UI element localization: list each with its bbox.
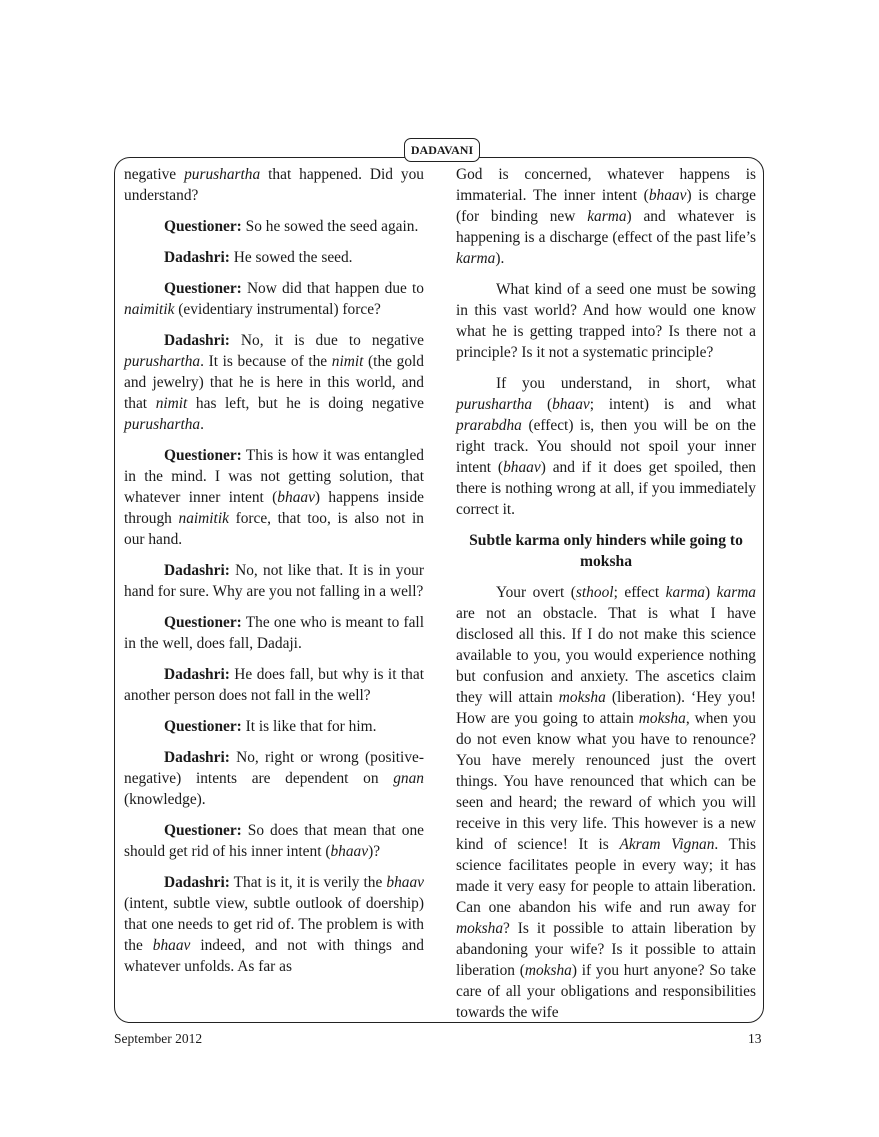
- italic-term: purushartha: [124, 353, 201, 370]
- text-run: (evidentiary instrumental) force?: [174, 301, 381, 318]
- italic-term: purushartha: [184, 166, 261, 183]
- italic-term: karma: [456, 250, 496, 267]
- italic-term: Akram Vignan: [619, 836, 715, 853]
- text-run: So he sowed the seed again.: [241, 218, 419, 235]
- text-run: This is how it was entangled in the mind. I was not getting solution, that whatever inner intent (: [124, 447, 424, 506]
- text-run: force, that too, is also not in our hand.: [124, 510, 424, 548]
- text-run: So does that mean that one should get rid of his inner intent (: [124, 822, 424, 860]
- paragraph: [124, 164, 424, 206]
- paragraph: [124, 872, 424, 977]
- text-run: are not an obstacle. That is what I have disclosed all this. If I do not make this science available to you, you would experience nothing but confusion and anxiety. The ascetics claim they will attain: [456, 605, 756, 706]
- paragraph: [124, 820, 424, 862]
- italic-term: gnan: [393, 770, 424, 787]
- italic-term: bhaav: [277, 489, 315, 506]
- italic-term: karma: [716, 584, 756, 601]
- text-run: that happened. Did you understand?: [124, 166, 424, 204]
- speaker-label: Questioner:: [164, 822, 242, 839]
- speaker-label: Dadashri:: [164, 332, 230, 349]
- italic-term: sthool: [575, 584, 614, 601]
- text-run: ) if you hurt anyone? So take care of all your obligations and responsibilities towards the wife: [456, 962, 756, 1021]
- footer-page-number: 13: [748, 1031, 762, 1046]
- paragraph: [124, 664, 424, 706]
- text-run: )?: [368, 843, 381, 860]
- right-text-column: [456, 164, 756, 1033]
- paragraph: [124, 716, 424, 737]
- text-run: . It is because of the: [200, 353, 332, 370]
- paragraph: [124, 612, 424, 654]
- italic-term: purushartha: [456, 396, 533, 413]
- paragraph: [124, 445, 424, 550]
- text-run: No, not like that. It is in your hand for sure. Why are you not falling in a well?: [124, 562, 424, 600]
- italic-term: bhaav: [386, 874, 424, 891]
- text-run: God is concerned, whatever happens is immaterial. The inner intent (: [456, 166, 756, 204]
- paragraph: [456, 164, 756, 269]
- text-run: ): [705, 584, 717, 601]
- text-run: ) happens inside through: [124, 489, 424, 527]
- text-run: ) is charge (for binding new: [456, 187, 756, 225]
- text-run: He does fall, but why is it that another person does not fall in the well?: [124, 666, 424, 704]
- speaker-label: Questioner:: [164, 718, 242, 735]
- text-run: (knowledge).: [124, 791, 206, 808]
- italic-term: moksha: [524, 962, 572, 979]
- paragraph: [124, 560, 424, 602]
- text-run: ).: [495, 250, 505, 267]
- text-run: ) and whatever is happening is a discharge (effect of the past life’s: [456, 208, 756, 246]
- text-run: ; effect: [613, 584, 666, 601]
- italic-term: bhaav: [648, 187, 687, 204]
- text-run: ? Is it possible to attain liberation by abandoning your wife? Is it possible to attain liberation (: [456, 920, 756, 979]
- text-run: That is it, it is verily the: [229, 874, 387, 891]
- paragraph: [124, 330, 424, 435]
- italic-term: nimit: [155, 395, 188, 412]
- text-run: Now did that happen due to: [241, 280, 424, 297]
- italic-term: bhaav: [152, 937, 191, 954]
- text-run: (effect) is, then you will be on the right track. You should not spoil your inner intent (: [456, 417, 756, 476]
- italic-term: bhaav: [552, 396, 590, 413]
- left-text-column: [124, 164, 424, 987]
- speaker-label: Questioner:: [164, 614, 242, 631]
- italic-term: naimitik: [124, 301, 175, 318]
- text-run: (the gold and jewelry) that he is here in this world, and that: [124, 353, 424, 412]
- speaker-label: Questioner:: [164, 218, 242, 235]
- italic-term: naimitik: [178, 510, 229, 527]
- text-run: has left, but he is doing negative: [187, 395, 425, 412]
- text-run: Your overt (: [496, 584, 576, 601]
- text-run: No, it is due to negative: [229, 332, 424, 349]
- italic-term: prarabdha: [456, 417, 522, 434]
- italic-term: moksha: [638, 710, 686, 727]
- italic-term: moksha: [558, 689, 606, 706]
- italic-term: bhaav: [330, 843, 369, 860]
- text-run: The one who is meant to fall in the well, does fall, Dadaji.: [124, 614, 424, 652]
- italic-term: karma: [587, 208, 627, 225]
- paragraph: [456, 373, 756, 520]
- speaker-label: Dadashri:: [164, 666, 230, 683]
- text-run: No, right or wrong (positive-negative) intents are dependent on: [124, 749, 424, 787]
- text-run: If you understand, in short, what: [496, 375, 756, 392]
- paragraph: [124, 278, 424, 320]
- text-run: negative: [124, 166, 185, 183]
- paragraph: [124, 216, 424, 237]
- speaker-label: Dadashri:: [164, 874, 230, 891]
- italic-term: purushartha: [124, 416, 201, 433]
- text-run: (intent, subtle view, subtle outlook of doership) that one needs to get rid of. The problem is with the: [124, 895, 424, 954]
- text-run: ; intent) is and what: [589, 396, 756, 413]
- italic-term: moksha: [456, 920, 504, 937]
- paragraph: [124, 747, 424, 810]
- italic-term: nimit: [331, 353, 364, 370]
- text-run: It is like that for him.: [241, 718, 377, 735]
- text-run: (: [532, 396, 553, 413]
- italic-term: bhaav: [503, 459, 541, 476]
- speaker-label: Questioner:: [164, 447, 242, 464]
- text-run: ) and if it does get spoiled, then there is nothing wrong at all, if you immediately correct it.: [456, 459, 756, 518]
- italic-term: karma: [665, 584, 705, 601]
- speaker-label: Dadashri:: [164, 249, 230, 266]
- magazine-title-badge: DADAVANI: [404, 138, 480, 162]
- paragraph: [456, 582, 756, 1023]
- speaker-label: Questioner:: [164, 280, 242, 297]
- speaker-label: Dadashri:: [164, 749, 230, 766]
- paragraph: [124, 247, 424, 268]
- footer-date: September 2012: [114, 1031, 203, 1046]
- text-run: (liberation). ‘Hey you! How are you going to attain: [456, 689, 756, 727]
- paragraph: [456, 279, 756, 363]
- text-run: , when you do not even know what you have to renounce? You have merely renounced just the overt things. You have renounced that which can be seen and heard; the reward of which you will receive in this very life. This however is a new kind of science! It is: [456, 710, 757, 853]
- text-run: indeed, and not with things and whatever unfolds. As far as: [124, 937, 424, 975]
- text-run: What kind of a seed one must be sowing in this vast world? And how would one know what he is getting trapped into? Is there not a principle? Is it not a systematic principle?: [456, 281, 756, 361]
- speaker-label: Dadashri:: [164, 562, 230, 579]
- text-run: He sowed the seed.: [229, 249, 353, 266]
- text-run: Subtle karma only hinders while going to moksha: [469, 532, 743, 570]
- section-heading: [456, 530, 756, 572]
- text-run: .: [200, 416, 204, 433]
- text-run: . This science facilitates people in every way; it has made it very easy for people to attain liberation. Can one abandon his wife and run away for: [456, 836, 756, 916]
